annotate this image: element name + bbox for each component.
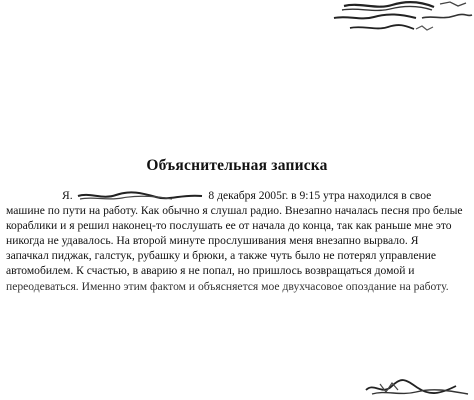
body-line: запачкал пиджак, галстук, рубашку и брюки, а также чуть было не потерял управление bbox=[6, 249, 437, 263]
body-line-start: Я. bbox=[62, 189, 76, 202]
body-line: никогда не удавалось. На второй минуте прослушивания меня внезапно вырвало. Я bbox=[6, 234, 419, 248]
signature-scribble bbox=[360, 376, 474, 400]
document-body bbox=[6, 188, 474, 294]
redacted-name-scribble bbox=[76, 190, 206, 202]
redacted-header-scribble bbox=[330, 0, 474, 36]
body-line bbox=[6, 188, 474, 203]
body-line-end: 8 декабря 2005г. в 9:15 утра находился в свое bbox=[205, 189, 432, 202]
body-line: машине по пути на работу. Как обычно я слушал радио. Внезапно началась песня про белые bbox=[6, 204, 463, 218]
document-title: Объяснительная записка bbox=[146, 157, 328, 174]
body-line: кораблики и я решил наконец-то послушать ее от начала до конца, так как раньше мне это bbox=[6, 219, 452, 233]
body-line: автомобилем. К счастью, в аварию я не попал, но пришлось возвращаться домой и bbox=[6, 264, 415, 278]
body-line: переодеваться. Именно этим фактом и объясняется мое двухчасовое опоздание на работу. bbox=[6, 279, 449, 293]
